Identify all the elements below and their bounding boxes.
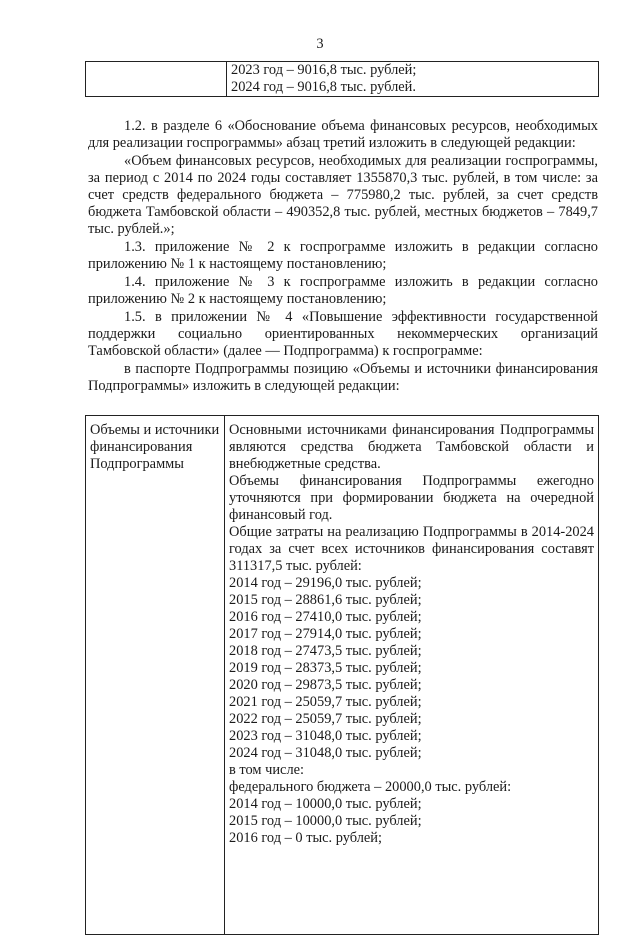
top-table-line: 2024 год – 9016,8 тыс. рублей. <box>231 79 416 95</box>
paragraph-passport: в паспорте Подпрограммы позицию «Объемы и источники финансирования Подпрограммы» изложить в следующей редакции: <box>88 361 598 394</box>
top-table-values-cell <box>227 62 599 97</box>
paragraph-1-3: 1.3. приложение № 2 к госпрограмме изложить в редакции согласно приложению № 1 к настоящему постановлению; <box>88 239 598 272</box>
funding-year-line: 2014 год – 29196,0 тыс. рублей; <box>229 575 422 591</box>
funding-federal-year-line: 2016 год – 0 тыс. рублей; <box>229 830 382 846</box>
funding-intro-annual: Объемы финансирования Подпрограммы ежегодно уточняются при формировании бюджета на очередной финансовый год. <box>229 473 594 523</box>
funding-year-line: 2020 год – 29873,5 тыс. рублей; <box>229 677 422 693</box>
paragraph-quote: «Объем финансовых ресурсов, необходимых для реализации госпрограммы, за период с 2014 по 2024 годы составляет 1355870,3 тыс. рублей, в том числе: за счет средств федерального бюджета – 775980,2 тыс. рублей, за счет средств бюджета Тамбовской области – 490352,8 тыс. рублей, местных бюджетов – 7849,7 тыс. рублей.»; <box>88 153 598 237</box>
funding-year-line: 2017 год – 27914,0 тыс. рублей; <box>229 626 422 642</box>
funding-including: в том числе: <box>229 762 305 778</box>
funding-federal-year-line: 2014 год – 10000,0 тыс. рублей; <box>229 796 422 812</box>
funding-table-label-cell <box>86 416 225 935</box>
top-table-empty-cell <box>86 62 227 97</box>
paragraph-1-5: 1.5. в приложении № 4 «Повышение эффективности государственной поддержки социально ориентированных некоммерческих организаций Тамбовской области» (далее — Подпрограмма) к госпрограмме: <box>88 309 598 359</box>
funding-table-label: Объемы и источники финансирования Подпрограммы <box>90 422 220 472</box>
funding-intro-total: Общие затраты на реализацию Подпрограммы в 2014-2024 годах за счет всех источников финансирования составят 311317,5 тыс. рублей: <box>229 524 594 574</box>
funding-year-line: 2024 год – 31048,0 тыс. рублей; <box>229 745 422 761</box>
funding-year-line: 2015 год – 28861,6 тыс. рублей; <box>229 592 422 608</box>
paragraph-1-4: 1.4. приложение № 3 к госпрограмме изложить в редакции согласно приложению № 2 к настоящему постановлению; <box>88 274 598 307</box>
funding-year-line: 2021 год – 25059,7 тыс. рублей; <box>229 694 422 710</box>
top-table <box>85 61 599 97</box>
paragraph-1-2: 1.2. в разделе 6 «Обоснование объема финансовых ресурсов, необходимых для реализации госпрограммы» абзац третий изложить в следующей редакции: <box>88 118 598 151</box>
funding-year-line: 2016 год – 27410,0 тыс. рублей; <box>229 609 422 625</box>
funding-table-content-cell <box>225 416 599 935</box>
funding-intro-sources: Основными источниками финансирования Подпрограммы являются средства бюджета Тамбовской области и внебюджетные средства. <box>229 422 594 472</box>
funding-year-line: 2023 год – 31048,0 тыс. рублей; <box>229 728 422 744</box>
funding-year-line: 2022 год – 25059,7 тыс. рублей; <box>229 711 422 727</box>
page-number: 3 <box>316 36 324 52</box>
top-table-line: 2023 год – 9016,8 тыс. рублей; <box>231 62 417 78</box>
funding-federal-year-line: 2015 год – 10000,0 тыс. рублей; <box>229 813 422 829</box>
funding-federal-total: федерального бюджета – 20000,0 тыс. рублей: <box>229 779 512 795</box>
funding-year-line: 2019 год – 28373,5 тыс. рублей; <box>229 660 422 676</box>
body-text <box>88 118 598 396</box>
funding-year-line: 2018 год – 27473,5 тыс. рублей; <box>229 643 422 659</box>
funding-table <box>85 415 599 935</box>
